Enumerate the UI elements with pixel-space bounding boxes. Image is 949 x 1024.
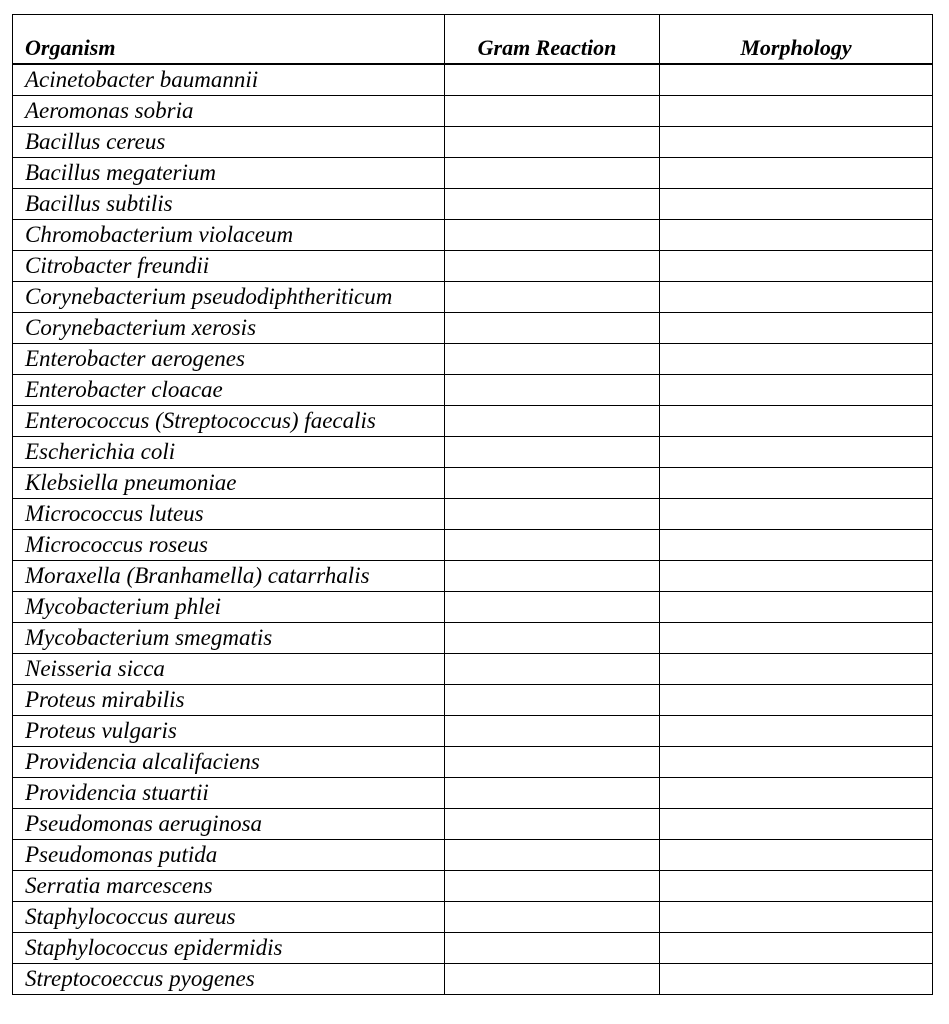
table-row <box>13 871 933 902</box>
morphology-cell[interactable] <box>660 561 933 592</box>
organism-worksheet <box>12 14 932 995</box>
morphology-cell[interactable] <box>660 685 933 716</box>
organism-name-cell: Staphylococcus aureus <box>13 902 445 933</box>
organism-name-cell: Pseudomonas aeruginosa <box>13 809 445 840</box>
gram-reaction-cell[interactable] <box>445 468 660 499</box>
table-row <box>13 561 933 592</box>
organism-name-cell: Mycobacterium phlei <box>13 592 445 623</box>
column-header-morphology: Morphology <box>660 15 933 65</box>
table-body <box>13 64 933 995</box>
morphology-cell[interactable] <box>660 127 933 158</box>
organism-name-cell: Chromobacterium violaceum <box>13 220 445 251</box>
organism-name-cell: Klebsiella pneumoniae <box>13 468 445 499</box>
organism-name-cell: Providencia stuartii <box>13 778 445 809</box>
organism-name-cell: Mycobacterium smegmatis <box>13 623 445 654</box>
gram-reaction-cell[interactable] <box>445 778 660 809</box>
gram-reaction-cell[interactable] <box>445 220 660 251</box>
table-row <box>13 96 933 127</box>
organism-name-cell: Neisseria sicca <box>13 654 445 685</box>
morphology-cell[interactable] <box>660 654 933 685</box>
morphology-cell[interactable] <box>660 64 933 96</box>
gram-reaction-cell[interactable] <box>445 375 660 406</box>
morphology-cell[interactable] <box>660 468 933 499</box>
organism-name-cell: Micrococcus luteus <box>13 499 445 530</box>
gram-reaction-cell[interactable] <box>445 933 660 964</box>
gram-reaction-cell[interactable] <box>445 840 660 871</box>
organism-name-cell: Aeromonas sobria <box>13 96 445 127</box>
organism-name-cell: Proteus mirabilis <box>13 685 445 716</box>
organism-name-cell: Escherichia coli <box>13 437 445 468</box>
morphology-cell[interactable] <box>660 437 933 468</box>
morphology-cell[interactable] <box>660 747 933 778</box>
morphology-cell[interactable] <box>660 282 933 313</box>
morphology-cell[interactable] <box>660 189 933 220</box>
table-row <box>13 623 933 654</box>
organism-name-cell: Micrococcus roseus <box>13 530 445 561</box>
morphology-cell[interactable] <box>660 933 933 964</box>
organism-name-cell: Bacillus subtilis <box>13 189 445 220</box>
gram-reaction-cell[interactable] <box>445 313 660 344</box>
gram-reaction-cell[interactable] <box>445 685 660 716</box>
morphology-cell[interactable] <box>660 840 933 871</box>
gram-reaction-cell[interactable] <box>445 406 660 437</box>
morphology-cell[interactable] <box>660 158 933 189</box>
organism-name-cell: Citrobacter freundii <box>13 251 445 282</box>
gram-reaction-cell[interactable] <box>445 530 660 561</box>
gram-reaction-cell[interactable] <box>445 189 660 220</box>
column-header-gram-reaction: Gram Reaction <box>445 15 660 65</box>
gram-reaction-cell[interactable] <box>445 747 660 778</box>
organism-name-cell: Serratia marcescens <box>13 871 445 902</box>
morphology-cell[interactable] <box>660 251 933 282</box>
morphology-cell[interactable] <box>660 375 933 406</box>
table-row <box>13 468 933 499</box>
morphology-cell[interactable] <box>660 716 933 747</box>
table-row <box>13 933 933 964</box>
organism-name-cell: Streptocoeccus pyogenes <box>13 964 445 995</box>
morphology-cell[interactable] <box>660 778 933 809</box>
morphology-cell[interactable] <box>660 871 933 902</box>
table-row <box>13 437 933 468</box>
table-row <box>13 64 933 96</box>
gram-reaction-cell[interactable] <box>445 437 660 468</box>
table-row <box>13 499 933 530</box>
gram-reaction-cell[interactable] <box>445 902 660 933</box>
morphology-cell[interactable] <box>660 530 933 561</box>
gram-reaction-cell[interactable] <box>445 716 660 747</box>
gram-reaction-cell[interactable] <box>445 561 660 592</box>
table-row <box>13 189 933 220</box>
morphology-cell[interactable] <box>660 809 933 840</box>
organism-table <box>12 14 933 995</box>
organism-name-cell: Pseudomonas putida <box>13 840 445 871</box>
organism-name-cell: Providencia alcalifaciens <box>13 747 445 778</box>
table-row <box>13 902 933 933</box>
gram-reaction-cell[interactable] <box>445 158 660 189</box>
table-row <box>13 778 933 809</box>
organism-name-cell: Enterobacter aerogenes <box>13 344 445 375</box>
morphology-cell[interactable] <box>660 96 933 127</box>
table-row <box>13 840 933 871</box>
morphology-cell[interactable] <box>660 344 933 375</box>
gram-reaction-cell[interactable] <box>445 654 660 685</box>
morphology-cell[interactable] <box>660 220 933 251</box>
gram-reaction-cell[interactable] <box>445 96 660 127</box>
gram-reaction-cell[interactable] <box>445 809 660 840</box>
organism-name-cell: Bacillus cereus <box>13 127 445 158</box>
organism-name-cell: Proteus vulgaris <box>13 716 445 747</box>
morphology-cell[interactable] <box>660 623 933 654</box>
organism-name-cell: Bacillus megaterium <box>13 158 445 189</box>
organism-name-cell: Enterococcus (Streptococcus) faecalis <box>13 406 445 437</box>
table-row <box>13 282 933 313</box>
table-row <box>13 127 933 158</box>
table-header-row <box>13 15 933 65</box>
gram-reaction-cell[interactable] <box>445 282 660 313</box>
table-row <box>13 375 933 406</box>
table-row <box>13 716 933 747</box>
gram-reaction-cell[interactable] <box>445 64 660 96</box>
table-row <box>13 530 933 561</box>
table-row <box>13 654 933 685</box>
organism-name-cell: Corynebacterium xerosis <box>13 313 445 344</box>
table-row <box>13 809 933 840</box>
table-row <box>13 251 933 282</box>
organism-name-cell: Staphylococcus epidermidis <box>13 933 445 964</box>
table-row <box>13 344 933 375</box>
morphology-cell[interactable] <box>660 592 933 623</box>
table-row <box>13 158 933 189</box>
morphology-cell[interactable] <box>660 964 933 995</box>
morphology-cell[interactable] <box>660 406 933 437</box>
morphology-cell[interactable] <box>660 499 933 530</box>
gram-reaction-cell[interactable] <box>445 592 660 623</box>
organism-name-cell: Enterobacter cloacae <box>13 375 445 406</box>
morphology-cell[interactable] <box>660 313 933 344</box>
table-row <box>13 964 933 995</box>
gram-reaction-cell[interactable] <box>445 127 660 158</box>
gram-reaction-cell[interactable] <box>445 251 660 282</box>
gram-reaction-cell[interactable] <box>445 344 660 375</box>
gram-reaction-cell[interactable] <box>445 964 660 995</box>
table-row <box>13 406 933 437</box>
table-row <box>13 313 933 344</box>
table-row <box>13 220 933 251</box>
organism-name-cell: Corynebacterium pseudodiphtheriticum <box>13 282 445 313</box>
organism-name-cell: Acinetobacter baumannii <box>13 64 445 96</box>
column-header-organism: Organism <box>13 15 445 65</box>
table-row <box>13 747 933 778</box>
table-row <box>13 685 933 716</box>
morphology-cell[interactable] <box>660 902 933 933</box>
gram-reaction-cell[interactable] <box>445 499 660 530</box>
organism-name-cell: Moraxella (Branhamella) catarrhalis <box>13 561 445 592</box>
gram-reaction-cell[interactable] <box>445 623 660 654</box>
gram-reaction-cell[interactable] <box>445 871 660 902</box>
table-row <box>13 592 933 623</box>
